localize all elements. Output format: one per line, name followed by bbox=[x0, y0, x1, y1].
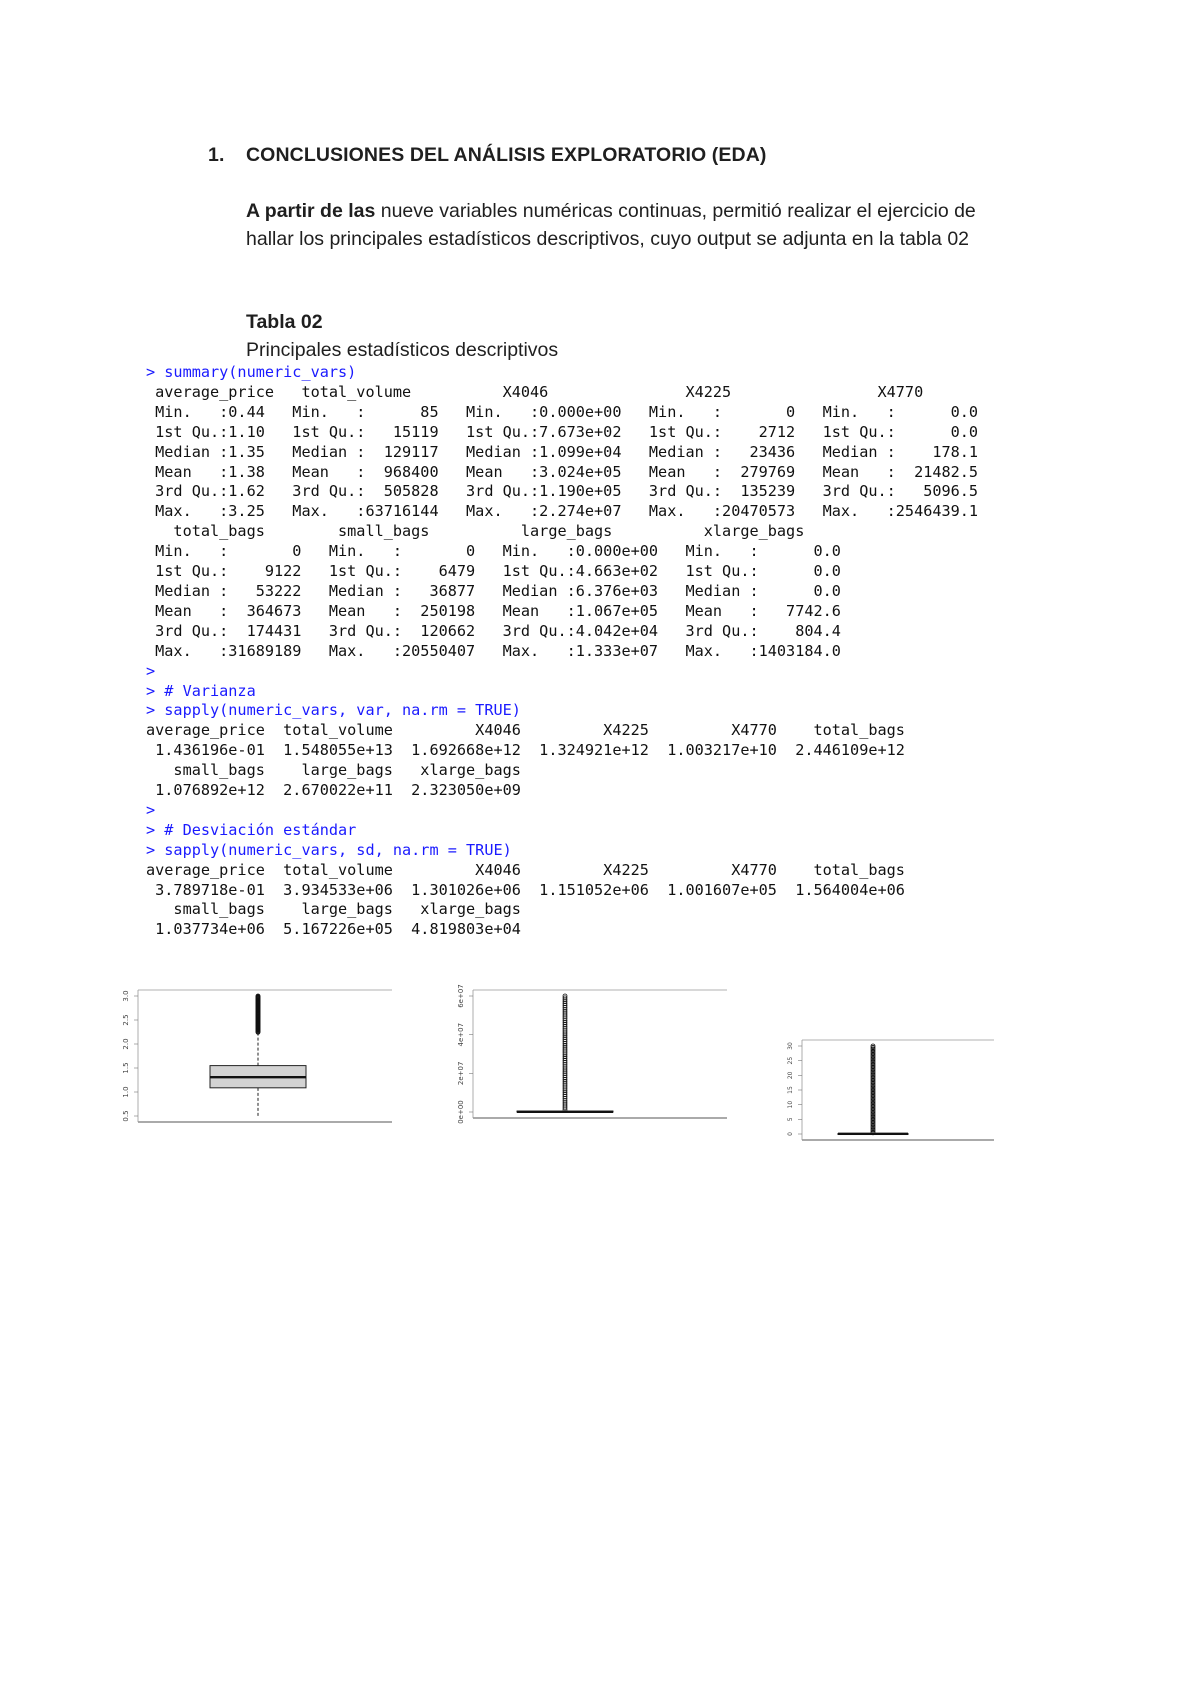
y-tick-label: 0e+00 bbox=[457, 1100, 465, 1124]
section-heading bbox=[208, 144, 766, 167]
y-tick-label: 15 bbox=[787, 1086, 794, 1094]
y-tick-label: 3.0 bbox=[122, 990, 130, 1002]
console-output-line: Median :1.35 Median : 129117 Median :1.099e+04 Median : 23436 Median : 178.1 bbox=[146, 442, 979, 461]
console-command-line: > # Varianza bbox=[146, 681, 256, 700]
intro-bold-lead: A partir de las bbox=[246, 200, 376, 222]
console-output-line: 1st Qu.:1.10 1st Qu.: 15119 1st Qu.:7.673e+02 1st Qu.: 2712 1st Qu.: 0.0 bbox=[146, 422, 979, 441]
y-tick-label: 0 bbox=[787, 1132, 794, 1136]
y-tick-label: 30 bbox=[787, 1042, 794, 1050]
y-tick-label: 6e+07 bbox=[457, 984, 465, 1008]
console-command-line: > # Desviación estándar bbox=[146, 820, 357, 839]
console-output-line: Mean :1.38 Mean : 968400 Mean :3.024e+05 Mean : 279769 Mean : 21482.5 bbox=[146, 462, 979, 481]
console-output-line: 1.436196e-01 1.548055e+13 1.692668e+12 1.324921e+12 1.003217e+10 2.446109e+12 bbox=[146, 741, 905, 760]
y-tick-label: 1.5 bbox=[122, 1062, 130, 1074]
y-tick-label: 5 bbox=[787, 1117, 794, 1122]
y-tick-label: 2.0 bbox=[122, 1038, 130, 1050]
y-tick-label: 25 bbox=[787, 1056, 794, 1065]
console-output-line: small_bags large_bags xlarge_bags bbox=[146, 900, 521, 919]
console-output-line: average_price total_volume X4046 X4225 X4770 total_bags bbox=[146, 860, 905, 879]
section-number: 1. bbox=[208, 144, 225, 166]
console-output-line: average_price total_volume X4046 X4225 X4770 bbox=[146, 382, 988, 401]
console-command-line: > sapply(numeric_vars, sd, na.rm = TRUE) bbox=[146, 840, 512, 859]
intro-text: nueve variables numéricas continuas, permitió realizar el ejercicio de hallar los principales estadísticos descriptivos, cuyo output se adjunta en la tabla 02 bbox=[246, 200, 976, 250]
table-subtitle: Principales estadísticos descriptivos bbox=[246, 339, 559, 361]
console-output-line: 3rd Qu.: 174431 3rd Qu.: 120662 3rd Qu.:4.042e+04 3rd Qu.: 804.4 bbox=[146, 621, 841, 640]
console-command-line: > sapply(numeric_vars, var, na.rm = TRUE) bbox=[146, 701, 521, 720]
y-tick-label: 4e+07 bbox=[457, 1022, 465, 1047]
console-output-line: average_price total_volume X4046 X4225 X4770 total_bags bbox=[146, 721, 905, 740]
console-output-line: 1st Qu.: 9122 1st Qu.: 6479 1st Qu.:4.663e+02 1st Qu.: 0.0 bbox=[146, 562, 841, 581]
console-output-line: Max. :3.25 Max. :63716144 Max. :2.274e+07 Max. :20470573 Max. :2546439.1 bbox=[146, 502, 979, 521]
section-title: CONCLUSIONES DEL ANÁLISIS EXPLORATORIO (EDA) bbox=[246, 144, 767, 166]
y-tick-label: 20 bbox=[787, 1071, 794, 1080]
boxplot-average-price bbox=[110, 980, 422, 1134]
console-output-line: 1.037734e+06 5.167226e+05 4.819803e+04 bbox=[146, 920, 521, 939]
y-tick-label: 0.5 bbox=[122, 1110, 130, 1122]
console-output-line: small_bags large_bags xlarge_bags bbox=[146, 761, 521, 780]
y-tick-label: 2.5 bbox=[122, 1014, 130, 1026]
console-command-line: > summary(numeric_vars) bbox=[146, 363, 357, 381]
console-output-line: 3rd Qu.:1.62 3rd Qu.: 505828 3rd Qu.:1.190e+05 3rd Qu.: 135239 3rd Qu.: 5096.5 bbox=[146, 482, 979, 501]
y-tick-label: 10 bbox=[787, 1100, 794, 1109]
console-output-line: 3.789718e-01 3.934533e+06 1.301026e+06 1.151052e+06 1.001607e+05 1.564004e+06 bbox=[146, 880, 905, 899]
console-output-line: total_bags small_bags large_bags xlarge_bags bbox=[146, 522, 851, 541]
table-title: Tabla 02 bbox=[246, 311, 323, 333]
console-output-line: Median : 53222 Median : 36877 Median :6.376e+03 Median : 0.0 bbox=[146, 581, 841, 600]
console-command-line: > bbox=[146, 800, 156, 819]
y-tick-label: 2e+07 bbox=[457, 1061, 465, 1086]
boxplot-total-volume bbox=[445, 980, 757, 1136]
r-console-output bbox=[146, 363, 987, 940]
boxplot-total-bags bbox=[780, 1030, 1018, 1150]
console-output-line: Min. :0.44 Min. : 85 Min. :0.000e+00 Min. : 0 Min. : 0.0 bbox=[146, 402, 979, 421]
console-output-line: 1.076892e+12 2.670022e+11 2.323050e+09 bbox=[146, 781, 521, 800]
intro-paragraph bbox=[246, 197, 1006, 253]
console-output-line: Mean : 364673 Mean : 250198 Mean :1.067e+05 Mean : 7742.6 bbox=[146, 601, 841, 620]
console-output-line: Min. : 0 Min. : 0 Min. :0.000e+00 Min. : 0.0 bbox=[146, 542, 841, 561]
console-command-line: > bbox=[146, 661, 156, 680]
y-tick-label: 1.0 bbox=[122, 1086, 130, 1098]
console-output-line: Max. :31689189 Max. :20550407 Max. :1.333e+07 Max. :1403184.0 bbox=[146, 641, 841, 660]
